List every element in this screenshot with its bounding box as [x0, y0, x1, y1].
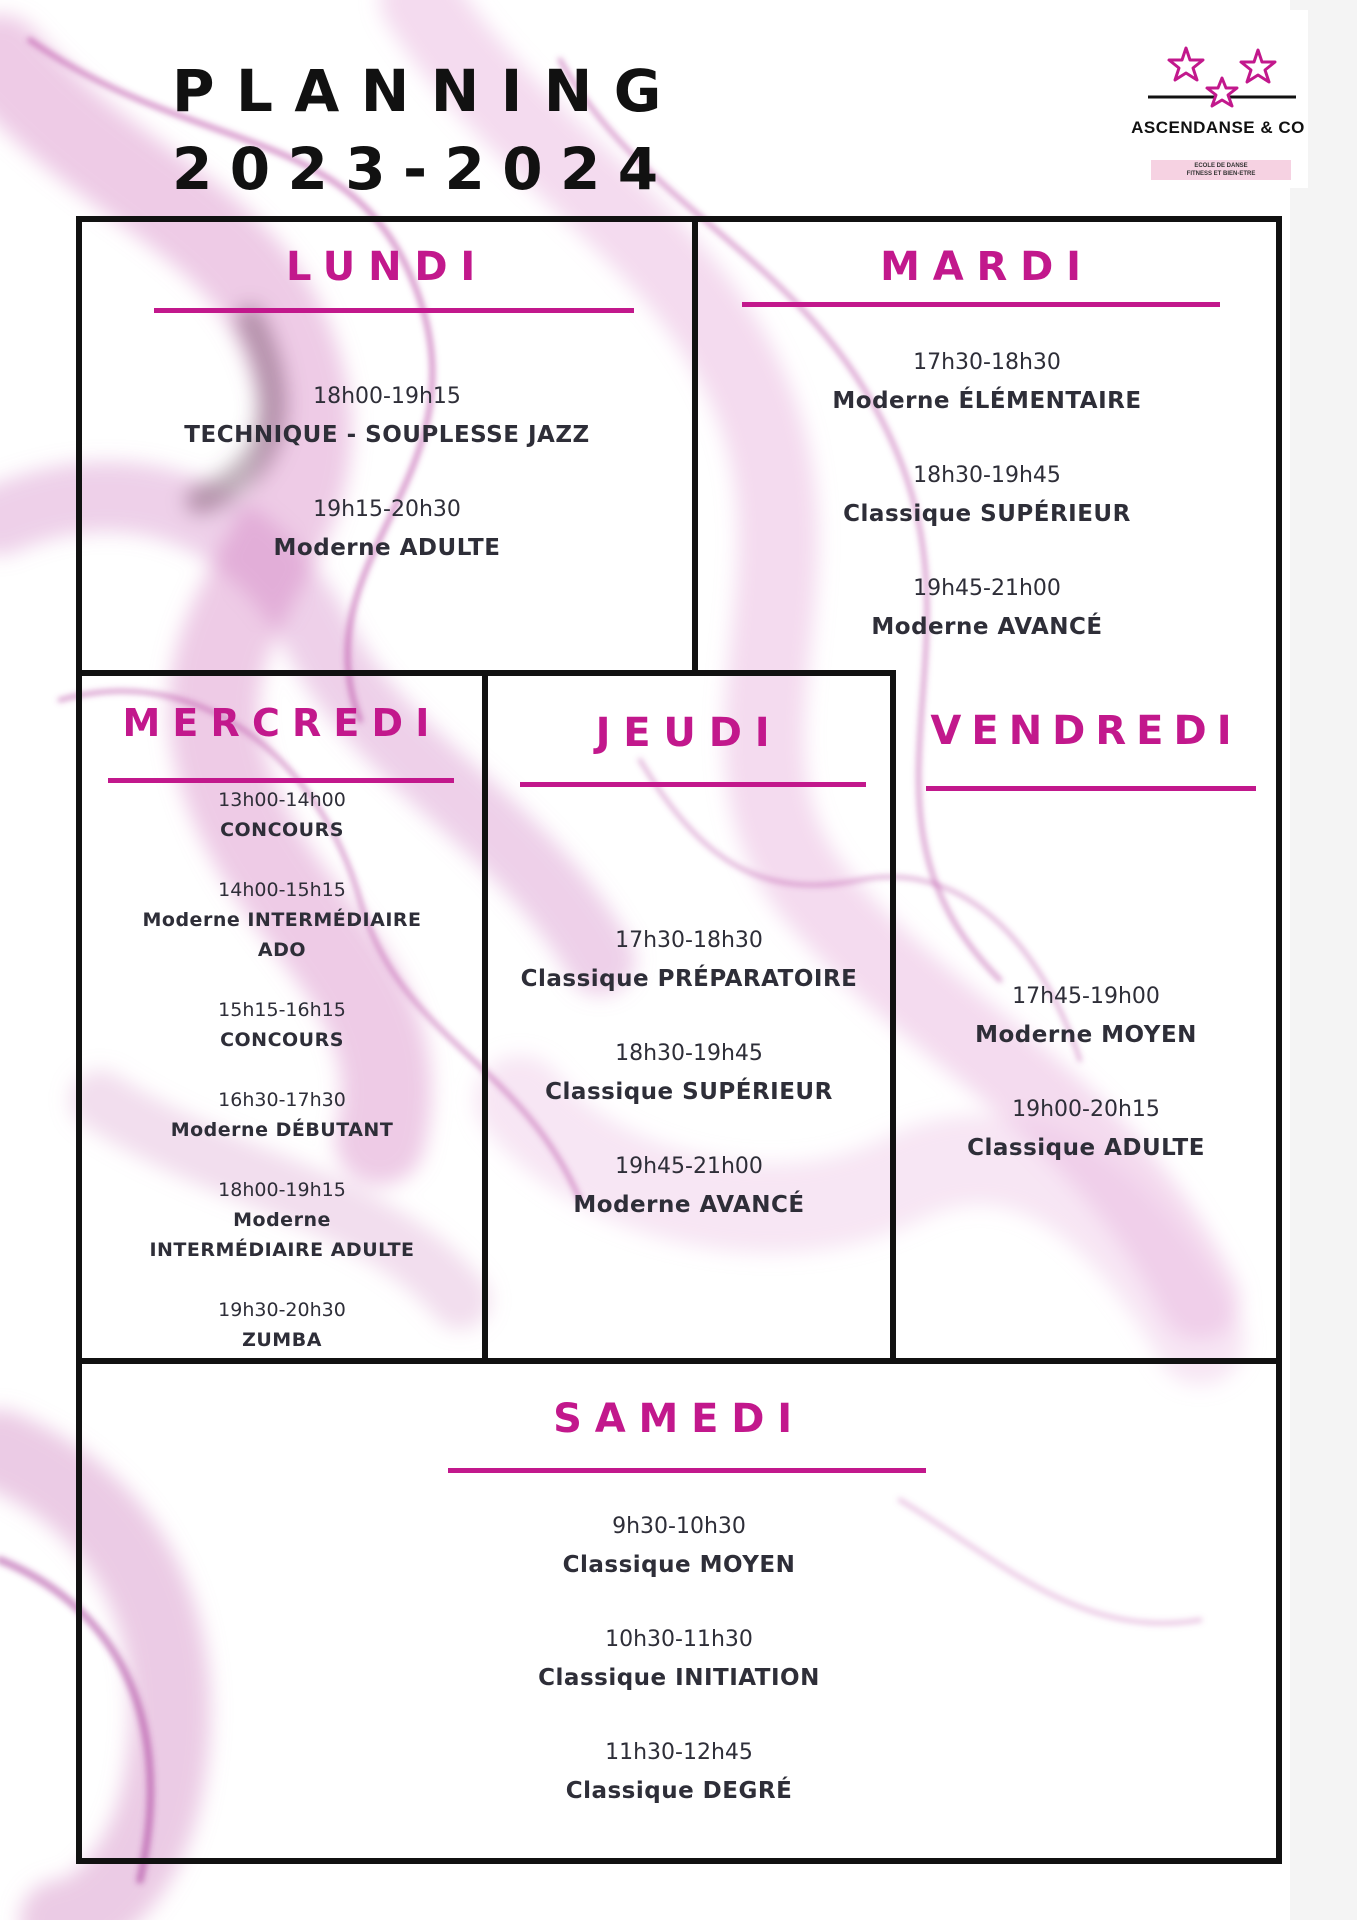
schedule-slot — [82, 1295, 482, 1355]
day-mercredi — [82, 676, 482, 1358]
slot-time: 19h00-20h15 — [1012, 1097, 1160, 1122]
slot-time: 18h00-19h15 — [218, 1179, 346, 1201]
slot-course: Moderne ÉLÉMENTAIRE — [832, 388, 1142, 414]
day-underline-mardi — [742, 302, 1220, 307]
slot-course: TECHNIQUE - SOUPLESSE JAZZ — [184, 422, 590, 448]
school-logo — [1128, 10, 1308, 188]
day-underline-mercredi — [108, 778, 454, 783]
schedule-slot — [896, 1091, 1276, 1167]
schedule-slot — [82, 1734, 1276, 1810]
logo-tagline-2: FITNESS ET BIEN-ETRE — [1186, 171, 1256, 177]
slot-time: 17h30-18h30 — [615, 928, 763, 953]
slot-time: 18h30-19h45 — [615, 1041, 763, 1066]
day-underline-lundi — [154, 308, 634, 313]
day-underline-vendredi — [926, 786, 1256, 791]
schedule-slot — [82, 875, 482, 965]
schedule-slot — [698, 457, 1276, 533]
slot-time: 19h45-21h00 — [913, 576, 1061, 601]
schedule-slot — [488, 922, 890, 998]
day-underline-jeudi — [520, 782, 866, 787]
slot-course-line-2: ADO — [257, 939, 307, 961]
slot-time: 16h30-17h30 — [218, 1089, 346, 1111]
slot-course: Moderne AVANCÉ — [573, 1192, 805, 1218]
schedule-slot — [82, 378, 692, 454]
slot-time: 9h30-10h30 — [612, 1514, 746, 1539]
slot-course: CONCOURS — [220, 819, 344, 841]
schedule-slot — [82, 785, 482, 845]
day-samedi — [82, 1364, 1276, 1858]
schedule-slot — [488, 1148, 890, 1224]
day-title-mercredi: MERCREDI — [122, 701, 442, 745]
slot-time: 19h15-20h30 — [313, 497, 461, 522]
slot-course: ZUMBA — [242, 1329, 322, 1351]
schedule-slot — [82, 1621, 1276, 1697]
slot-course: Classique SUPÉRIEUR — [843, 501, 1131, 527]
slot-course-line-2: INTERMÉDIAIRE ADULTE — [149, 1239, 415, 1261]
schedule-slot — [82, 995, 482, 1055]
logo-name: ASCENDANSE & CO — [1131, 118, 1305, 137]
slot-course: Moderne MOYEN — [975, 1022, 1197, 1048]
slot-time: 10h30-11h30 — [605, 1627, 753, 1652]
slot-course: Classique INITIATION — [538, 1665, 820, 1691]
slot-time: 11h30-12h45 — [605, 1740, 753, 1765]
schedule-slot — [82, 491, 692, 567]
slot-course: Classique MOYEN — [562, 1552, 796, 1578]
slot-course: Classique DEGRÉ — [565, 1778, 793, 1804]
day-title-lundi: LUNDI — [285, 244, 489, 290]
slot-time: 17h45-19h00 — [1012, 984, 1160, 1009]
stars-logo-icon — [1128, 30, 1308, 120]
slot-course: Moderne AVANCÉ — [871, 614, 1103, 640]
slot-course: Moderne — [233, 1209, 331, 1231]
slot-course: Moderne ADULTE — [273, 535, 501, 561]
slot-time: 19h45-21h00 — [615, 1154, 763, 1179]
logo-tagline-1: ECOLE DE DANSE — [1194, 163, 1248, 169]
day-vendredi — [896, 676, 1276, 1358]
schedule-slot — [82, 1085, 482, 1145]
day-lundi — [82, 222, 692, 670]
slot-time: 17h30-18h30 — [913, 350, 1061, 375]
day-title-samedi: SAMEDI — [553, 1396, 805, 1442]
page-title — [172, 52, 683, 208]
title-line-1: PLANNING — [172, 57, 683, 125]
slot-course: CONCOURS — [220, 1029, 344, 1051]
slot-course: Moderne DÉBUTANT — [170, 1119, 394, 1141]
day-jeudi — [488, 676, 890, 1358]
schedule-slot — [698, 570, 1276, 646]
title-line-2: 2023-2024 — [172, 135, 676, 203]
schedule-slot — [488, 1035, 890, 1111]
schedule-slot — [82, 1508, 1276, 1584]
slot-time: 14h00-15h15 — [218, 879, 346, 901]
slot-time: 18h00-19h15 — [313, 384, 461, 409]
day-mardi — [698, 222, 1276, 670]
slot-course: Classique PRÉPARATOIRE — [520, 966, 858, 992]
logo-tagline — [1151, 160, 1291, 180]
slot-time: 15h15-16h15 — [218, 999, 346, 1021]
schedule-slot — [896, 978, 1276, 1054]
slot-time: 19h30-20h30 — [218, 1299, 346, 1321]
schedule-slot — [82, 1175, 482, 1265]
slot-time: 13h00-14h00 — [218, 789, 346, 811]
slot-time: 18h30-19h45 — [913, 463, 1061, 488]
day-title-jeudi: JEUDI — [595, 710, 783, 756]
day-underline-samedi — [448, 1468, 926, 1473]
page-edge-strip — [1290, 0, 1357, 1920]
slot-course: Classique SUPÉRIEUR — [545, 1079, 833, 1105]
day-title-vendredi: VENDREDI — [930, 708, 1242, 754]
slot-course: Classique ADULTE — [967, 1135, 1205, 1161]
day-title-mardi: MARDI — [880, 244, 1094, 290]
slot-course: Moderne INTERMÉDIAIRE — [142, 909, 422, 931]
schedule-slot — [698, 344, 1276, 420]
